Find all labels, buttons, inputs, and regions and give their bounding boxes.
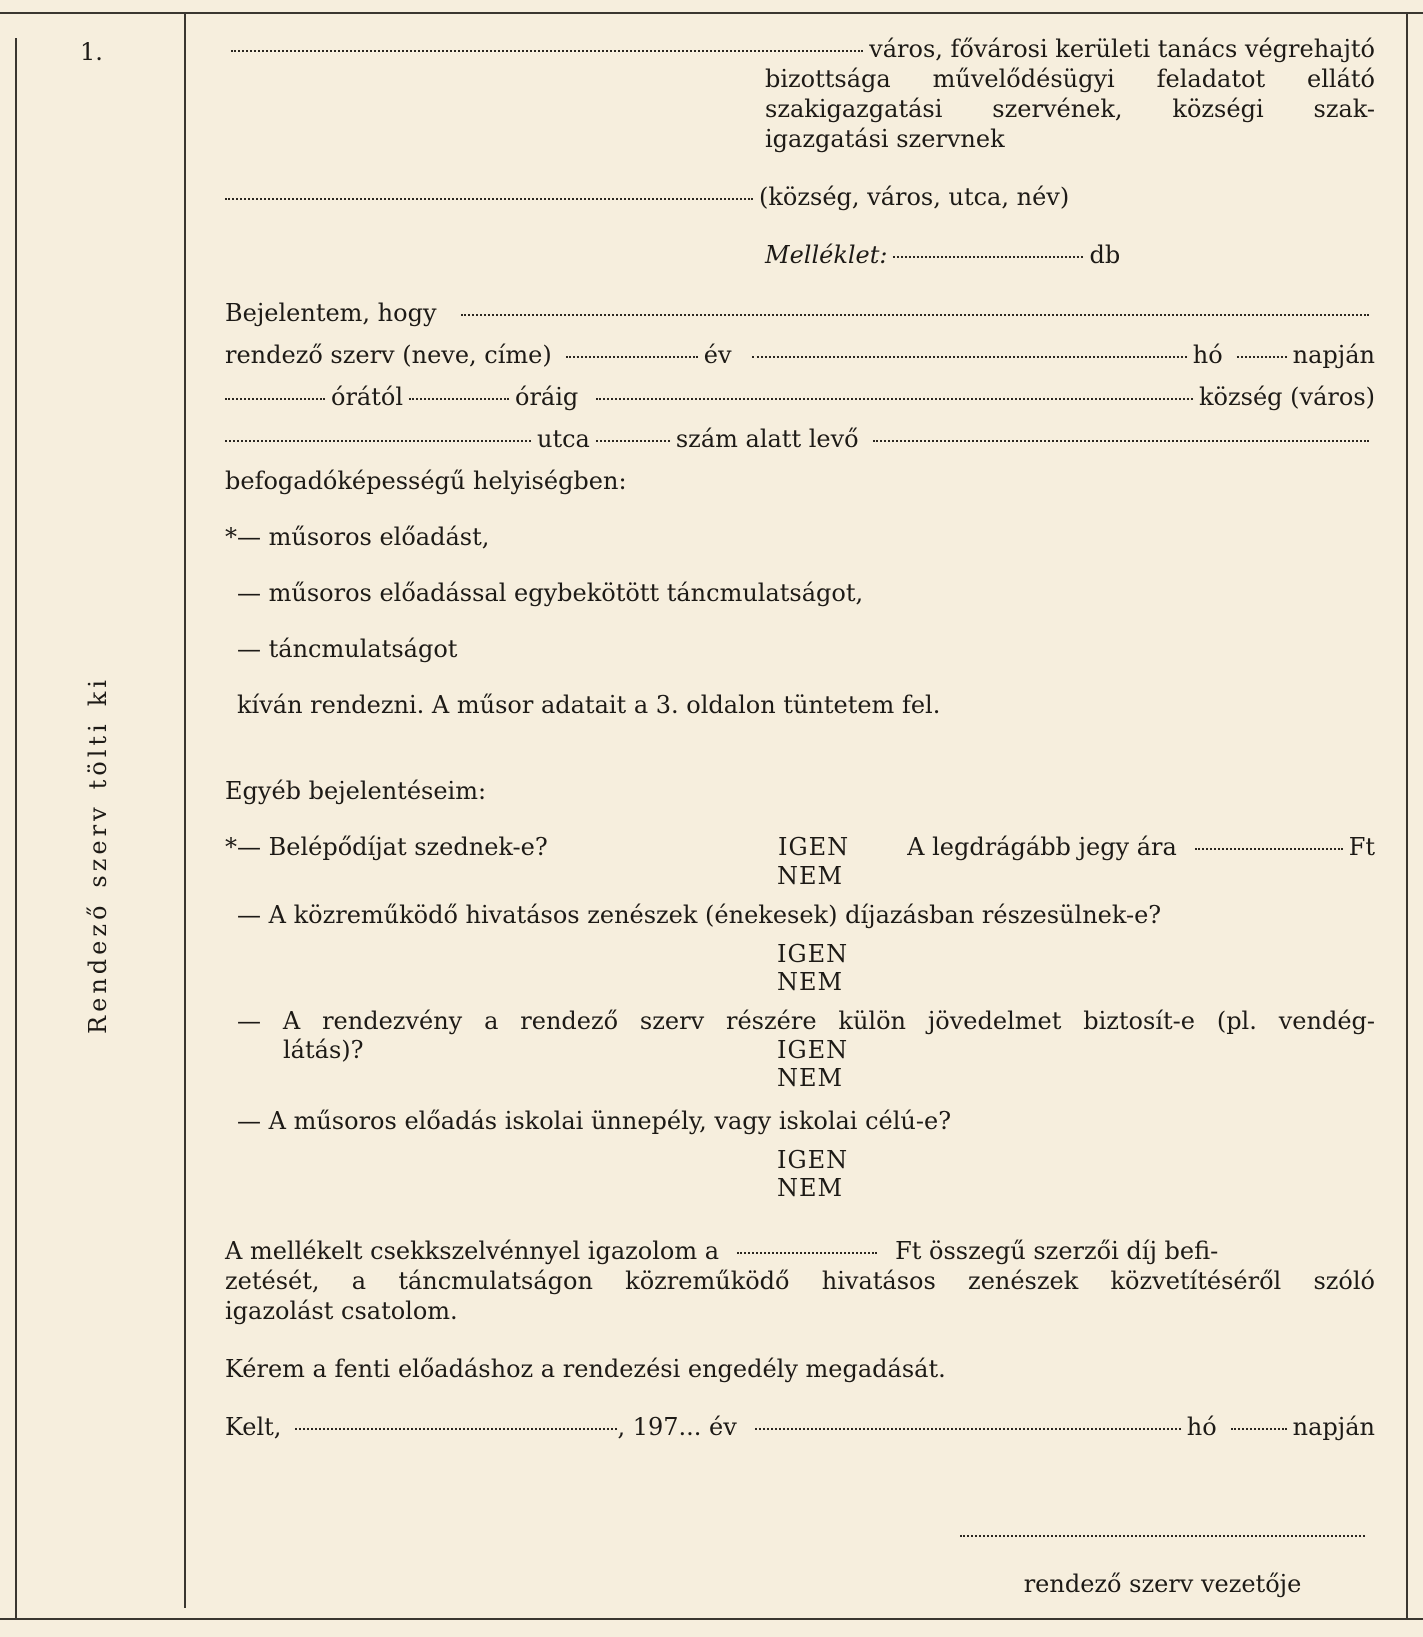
address-field[interactable] <box>225 198 753 200</box>
q1-no[interactable]: NEM <box>777 862 844 890</box>
bottom-rule <box>0 1618 1423 1620</box>
year-field[interactable] <box>566 356 698 358</box>
announce-line-2: rendező szerv (neve, címe) év hó napján <box>225 341 1375 369</box>
q4-no[interactable]: NEM <box>777 1174 844 1202</box>
q3-yes[interactable]: IGEN <box>777 1036 849 1064</box>
authority-field[interactable] <box>231 50 863 52</box>
place-field[interactable] <box>295 1428 617 1430</box>
question-3: — A rendezvény a rendező szerv részére külön jövedelmet biztosít-e (pl. vendég- <box>237 1007 1375 1035</box>
payment-line-1: A mellékelt csekkszelvénnyel igazolom a Ft összegű szerzői díj befi- <box>225 1237 1219 1265</box>
q1-yes[interactable]: IGEN <box>778 833 850 861</box>
q2-yes[interactable]: IGEN <box>777 940 849 968</box>
intent-text: kíván rendezni. A műsor adatait a 3. oldalon tüntetem fel. <box>237 691 941 719</box>
authority-row: város, fővárosi kerületi tanács végrehajtó <box>225 34 1375 64</box>
question-1: *— Belépődíjat szednek-e? IGEN A legdrágább jegy ára Ft <box>225 833 1375 861</box>
fee-amount-field[interactable] <box>737 1252 877 1254</box>
date-day-field[interactable] <box>1231 1428 1287 1430</box>
attachment-row: Melléklet: db <box>765 241 1121 269</box>
capacity-field[interactable] <box>873 440 1369 442</box>
signature-block <box>960 1540 1375 1598</box>
address-row <box>225 182 1375 212</box>
to-hour-field[interactable] <box>409 398 509 400</box>
other-heading: Egyéb bejelentéseim: <box>225 777 487 805</box>
option-2[interactable]: — műsoros előadással egybekötött táncmulatságot, <box>237 579 864 607</box>
house-number-field[interactable] <box>596 440 670 442</box>
q2-no[interactable]: NEM <box>777 968 844 996</box>
question-3-cont: látás)? IGEN <box>283 1036 849 1064</box>
street-field[interactable] <box>225 440 531 442</box>
signature-label: rendező szerv vezetője <box>1023 1570 1302 1598</box>
question-4: — A műsoros előadás iskolai ünnepély, vagy iskolai célú-e? <box>237 1107 952 1135</box>
option-1[interactable]: *— műsoros előadást, <box>225 523 490 551</box>
form-body: város, fővárosi kerületi tanács végrehajtó bizottsága művelődésügyi feladatot ellátó szakigazgatási szervének, községi szak- igazgatási szervnek (község, város, utca, név) Melléklet: db Bejelentem, hogy rendező szerv (neve, címe) év hó napján órától óráig község (város) utca szám alatt levő befogadóképességű helyiségben: *— műsoros előadást, — műsoros előadással egybekötött táncmulatságot, — táncmulatságot kíván rendezni. A műsor adatait a 3. oldalon tüntetem fel. Egyéb bejelentéseim: *— Belépődíjat szednek-e? IGEN A legdrágább jegy ára Ft NEM — A közreműködő hivatásos zenészek (énekesek) díjazásban részesülnek-e? IGEN NEM — A rendezvény a rendező szerv részére külön jövedelmet biztosít-e (pl. vendég- látás)? IGEN NEM — A műsoros előadás iskolai ünnepély, vagy iskolai célú-e? IGEN NEM A mellékelt csekkszelvénnyel igazolom a Ft összegű szerzői díj befi- zetését, a táncmulatságon közreműködő hivatásos zenészek közvetítéséről szóló igazolást csatolom. Kérem a fenti előadáshoz a rendezési engedély megadását. Kelt, , 197... év hó napján <box>225 35 1375 1441</box>
section-number: 1. <box>80 38 103 66</box>
from-hour-field[interactable] <box>225 398 325 400</box>
signature-field[interactable] <box>960 1535 1365 1537</box>
q4-yes[interactable]: IGEN <box>777 1146 849 1174</box>
top-rule <box>0 12 1423 14</box>
authority-text: bizottsága művelődésügyi feladatot ellátó szakigazgatási szervének, községi szak- igazgatási szervnek <box>765 65 1375 153</box>
q3-no[interactable]: NEM <box>777 1064 844 1092</box>
date-line: Kelt, , 197... év hó napján <box>225 1413 1375 1441</box>
ticket-price-field[interactable] <box>1195 848 1343 850</box>
left-rule <box>15 38 17 1618</box>
town-field[interactable] <box>596 398 1193 400</box>
request-text: Kérem a fenti előadáshoz a rendezési engedély megadását. <box>225 1355 946 1383</box>
announce-line-4: utca szám alatt levő <box>225 424 1375 454</box>
side-label: Rendezőszervtöltiki <box>84 676 112 1034</box>
column-rule <box>184 12 186 1608</box>
month-field[interactable] <box>752 356 1187 358</box>
question-2: — A közreműködő hivatásos zenészek (énekesek) díjazásban részesülnek-e? <box>237 901 1162 929</box>
date-month-field[interactable] <box>755 1428 1181 1430</box>
day-field[interactable] <box>1237 356 1287 358</box>
announce-line-1: Bejelentem, hogy <box>225 298 1375 328</box>
attachment-label: Melléklet: <box>765 241 888 269</box>
option-3[interactable]: — táncmulatságot <box>237 635 458 663</box>
announce-line-3: órától óráig község (város) <box>225 382 1375 412</box>
attachment-count-field[interactable] <box>893 256 1083 258</box>
right-rule <box>1406 12 1408 1618</box>
organizer-field[interactable] <box>461 314 1369 316</box>
address-label: (község, város, utca, név) <box>759 183 1070 211</box>
